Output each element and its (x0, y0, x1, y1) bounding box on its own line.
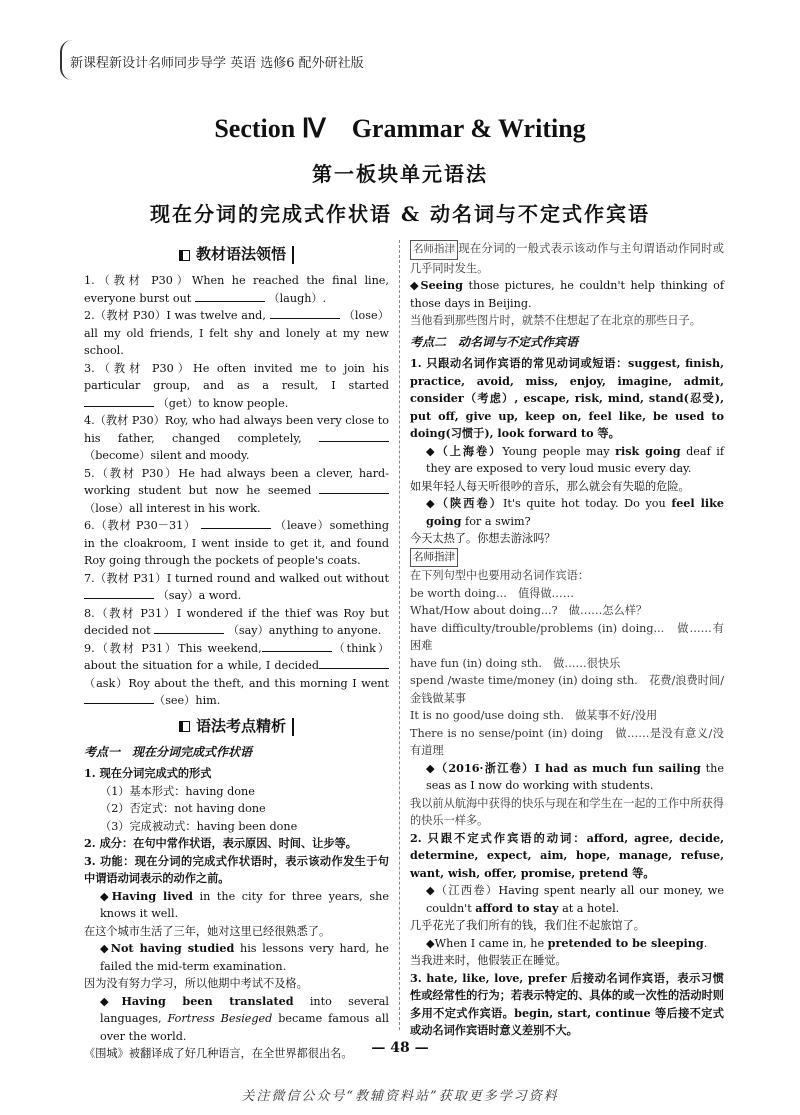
phrase-item: There is no sense/point (in) doing 做……是没有意义/没有道理 (410, 726, 724, 757)
subtitle-topic: 现在分词的完成式作状语 & 动名词与不定式作宾语 (150, 202, 650, 226)
point-two-title: 考点二 动名词与不定式作宾语 (410, 334, 579, 349)
example-sentence: ◆Having lived in the city for three years, she knows it well. (100, 888, 389, 920)
column-divider (399, 240, 400, 1030)
phrase-item: It is no good/use doing sth. 做某事不好/没用 (410, 709, 658, 722)
phrase-list (410, 585, 724, 760)
example-translation: 当我进来时，他假装正在睡觉。 (410, 954, 567, 967)
phrase-item: spend /waste time/money (in) doing sth. 花费/浪费时间/金钱做某事 (410, 674, 724, 705)
exercise-list (84, 272, 389, 640)
section-heading-analysis: 语法考点精析 (84, 718, 389, 736)
phrase-item: have fun (in) doing sth. 做……很快乐 (410, 656, 621, 670)
example-translation: 我以前从航海中获得的快乐与现在和学生在一起的工作中所获得的快乐一样多。 (410, 796, 724, 827)
exercise-item: 2.（教材 P30）I was twelve and, （lose）all my old friends, I felt shy and lonely at my new school. (84, 309, 390, 357)
tip-intro: 在下列句型中也要用动名词作宾语： (410, 569, 590, 582)
page-title: Section Ⅳ Grammar & Writing (214, 114, 586, 143)
right-column (410, 240, 724, 1040)
point-text: 2. 只跟不定式作宾语的动词：afford, agree, decide, determine, expect, aim, hope, manage, refuse, want, wish, offer, promise, pretend 等。 (410, 830, 724, 880)
exercise-item: 8.（教材 P31）I wondered if the thief was Roy but decided not （say）anything to anyone. (84, 606, 389, 637)
exercise-item-9: 9.（教材 P31）This weekend, （think）about the situation for a while, I decided（ask）Roy about the theft, and this morning I went（see）him. (84, 641, 390, 707)
subtitle-block: 第一板块单元语法 (312, 162, 488, 186)
point-text: （2）否定式：not having done (100, 802, 266, 815)
answer-blank[interactable] (84, 588, 154, 599)
exercise-item: 4.（教材 P30）Roy, who had always been very close to his father, changed completely, （become）silent and moody. (84, 414, 389, 462)
running-header: 新课程新设计名师同步导学 英语 选修6 配外研社版 (70, 56, 364, 71)
heading-bar (292, 718, 294, 736)
phrase-item: What/How about doing...? 做……怎么样？ (410, 604, 648, 617)
footer-note: 关注微信公众号“教辅资料站”获取更多学习资料 (241, 1089, 559, 1104)
point-text: 1. 现在分词完成式的形式 (84, 766, 212, 780)
example-sentence: ◆（江西卷）Having spent nearly all our money, we couldn't afford to stay at a hotel. (426, 884, 724, 915)
example-sentence: ◆Seeing those pictures, he couldn't help thinking of those days in Beijing. (410, 278, 724, 310)
point-text: 3. 功能：现在分词的完成式作状语时，表示该动作发生于句中谓语动词表示的动作之前。 (84, 853, 389, 885)
point-one-title: 考点一 现在分词完成式作状语 (84, 744, 253, 759)
exercise-item: 1.（教材 P30）When he reached the final line, everyone burst out （laugh）. (84, 274, 389, 305)
answer-blank[interactable] (195, 291, 265, 302)
phrase-item: have difficulty/trouble/problems (in) doing... 做……有困难 (410, 621, 724, 652)
heading-bar (292, 246, 294, 264)
example-sentence: ◆When I came in, he pretended to be sleeping. (426, 935, 708, 950)
example-translation: 在这个城市生活了三年，她对这里已经很熟悉了。 (84, 924, 331, 938)
answer-blank[interactable] (262, 641, 332, 652)
point-text: （1）基本形式：having done (100, 784, 255, 798)
teacher-tip: 名师指津 现在分词的一般式表示该动作与主句谓语动作同时或几乎同时发生。 (410, 242, 724, 275)
example-translation: 当他看到那些图片时，就禁不住想起了在北京的那些日子。 (410, 314, 701, 327)
point-text: 3. hate, like, love, prefer 后接动名词作宾语，表示习惯性或经常性的行为；若表示特定的、具体的或一次性的活动时则多用不定式作宾语。begin, start, continue 等后接不定式或动名词作宾语时意义差别不大。 (410, 970, 724, 1037)
phrase-item: be worth doing... 值得做…… (410, 586, 574, 600)
example-translation: 因为没有努力学习，所以他期中考试不及格。 (84, 977, 308, 990)
book-icon (179, 250, 190, 261)
example-translation: 几乎花光了我们所有的钱，我们住不起旅馆了。 (410, 919, 645, 932)
example-sentence: ◆Having been translated into several languages, Fortress Besieged became famous all over the world. (100, 993, 390, 1043)
example-translation: 今天太热了。你想去游泳吗？ (410, 532, 556, 545)
book-icon (179, 721, 190, 732)
answer-blank[interactable] (154, 623, 224, 634)
point-text: 1. 只跟动名词作宾语的常见动词或短语：suggest, finish, practice, avoid, miss, enjoy, imagine, admit, consider（考虑）, escape, risk, mind, stand(忍受), put off, give up, keep on, feel like, be used to doing(习惯于), look forward to 等。 (410, 356, 724, 440)
example-sentence: ◆（2016·浙江卷）I had as much fun sailing the seas as I now do working with students. (426, 760, 724, 792)
example-translation: 《围城》被翻译成了好几种语言，在全世界都很出名。 (84, 1047, 353, 1060)
answer-blank[interactable] (319, 483, 389, 494)
exercise-item: 6.（教材 P30－31） （leave）something in the cloakroom, I went inside to get it, and found Roy going through the pockets of people's coats. (84, 519, 389, 567)
example-sentence: ◆Not having studied his lessons very hard, he failed the mid-term examination. (100, 941, 390, 973)
left-column (84, 240, 389, 1063)
answer-blank[interactable] (270, 308, 340, 319)
point-text: 2. 成分：在句中常作状语，表示原因、时间、让步等。 (84, 836, 357, 850)
point-text: （3）完成被动式：having been done (100, 819, 298, 833)
answer-blank[interactable] (84, 693, 154, 704)
example-translation: 如果年轻人每天听很吵的音乐，那么就会有失聪的危险。 (410, 479, 690, 493)
exercise-item: 3.（教材 P30）He often invited me to join his particular group, and as a result, I started （get）to know people. (84, 361, 389, 410)
answer-blank[interactable] (201, 518, 271, 529)
exercise-item: 5.（教材 P30）He had always been a clever, hard-working student but now he seemed （lose）all interest in his work. (84, 466, 389, 515)
section-heading-textbook: 教材语法领悟 (84, 246, 389, 264)
teacher-tip-2: 名师指津 (410, 548, 724, 568)
example-sentence: ◆（陕西卷）It's quite hot today. Do you feel like going for a swim? (426, 496, 725, 528)
exercise-item: 7.（教材 P31）I turned round and walked out without （say）a word. (84, 571, 389, 602)
answer-blank[interactable] (319, 431, 389, 442)
answer-blank[interactable] (319, 658, 389, 669)
answer-blank[interactable] (84, 396, 154, 407)
example-sentence: ◆（上海卷）Young people may risk going deaf if they are exposed to very loud music every day. (426, 443, 724, 475)
page-number: — 48 — (371, 1040, 429, 1056)
